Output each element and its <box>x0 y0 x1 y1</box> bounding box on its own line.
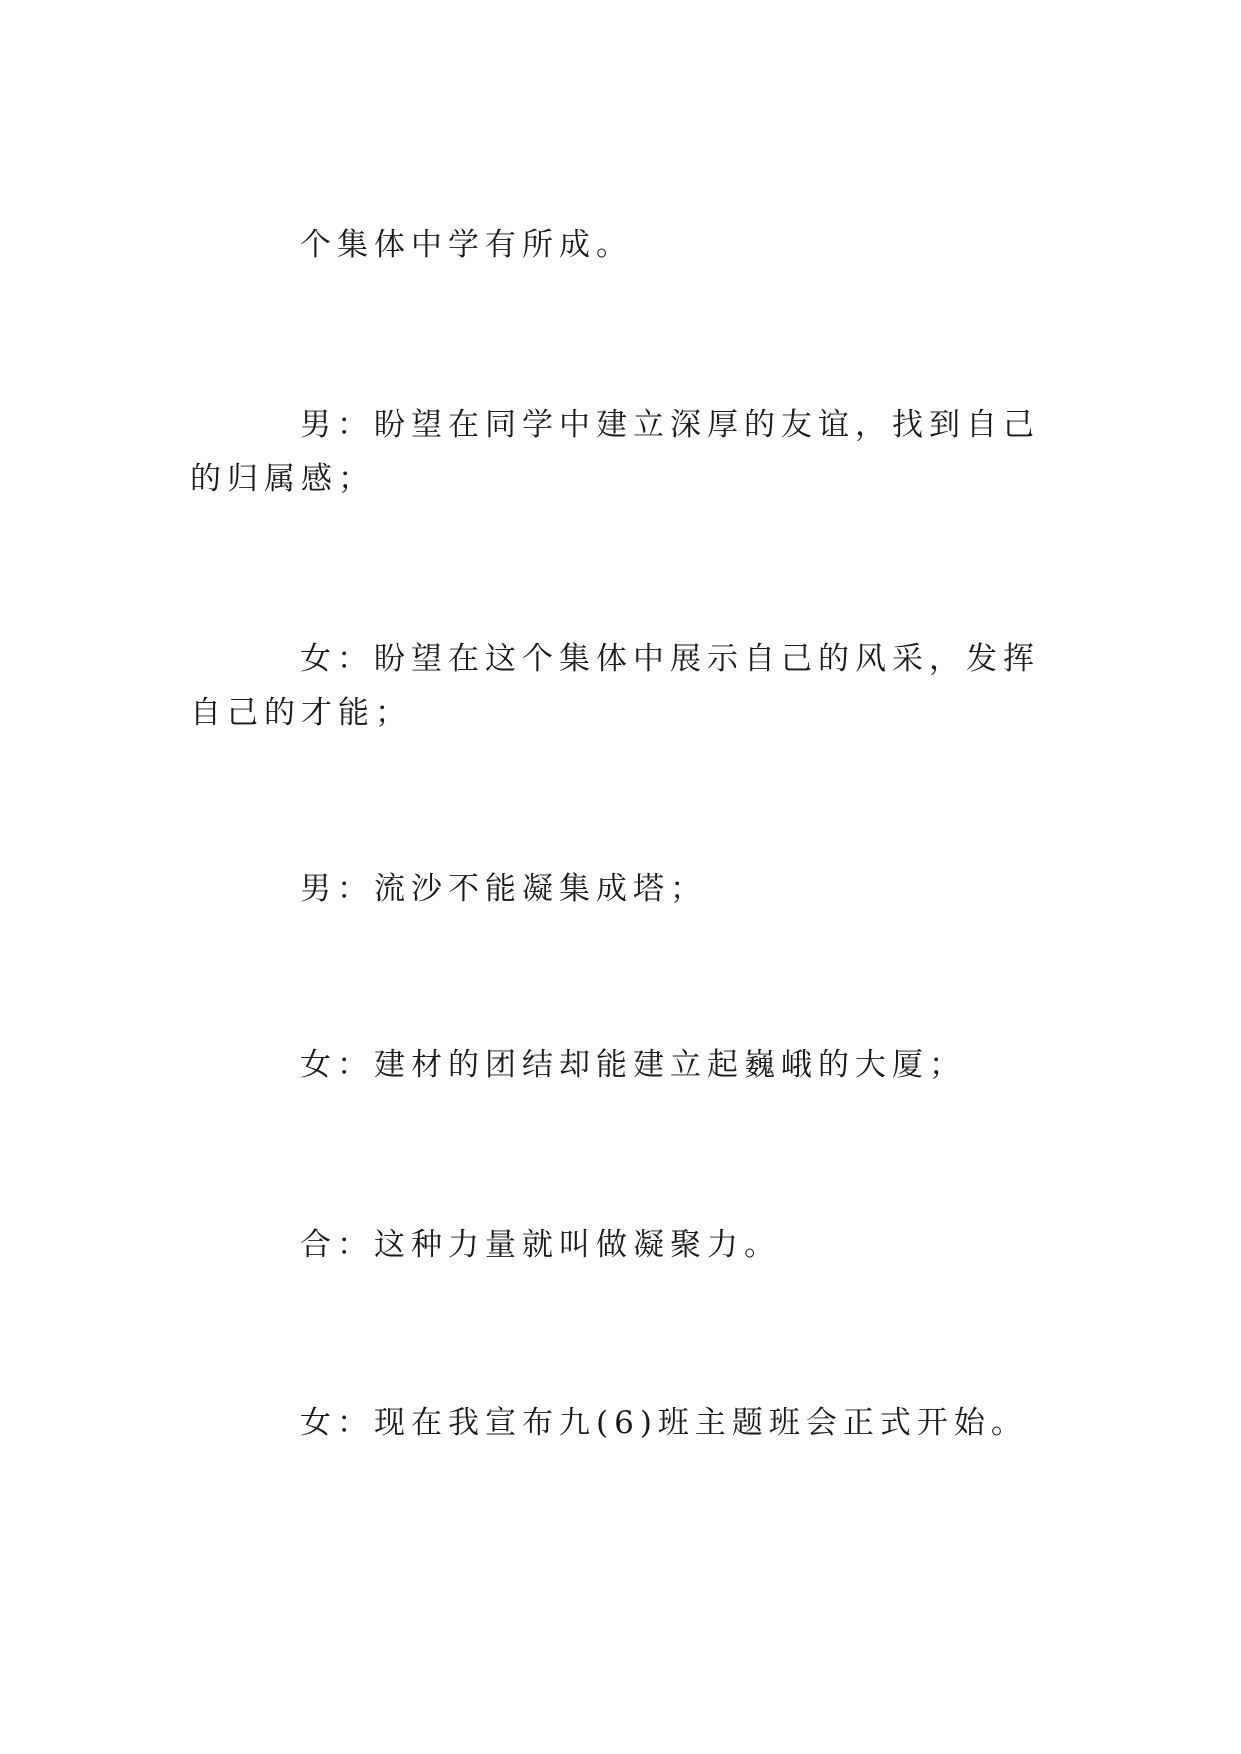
paragraph-female-talent: 女：盼望在这个集体中展示自己的风采，发挥自己的才能； <box>190 641 1040 731</box>
paragraph-female-building: 女：建材的团结却能建立起巍峨的大厦； <box>300 1047 966 1083</box>
paragraph-male-friendship: 男：盼望在同学中建立深厚的友谊，找到自己的归属感； <box>190 407 1040 497</box>
paragraph-collective-achievement: 个集体中学有所成。 <box>300 227 633 263</box>
paragraph-together-cohesion: 合：这种力量就叫做凝聚力。 <box>300 1227 781 1263</box>
paragraph-male-sand: 男：流沙不能凝集成塔； <box>300 871 707 907</box>
paragraph-female-announcement: 女：现在我宣布九(6)班主题班会正式开始。 <box>300 1405 1028 1441</box>
